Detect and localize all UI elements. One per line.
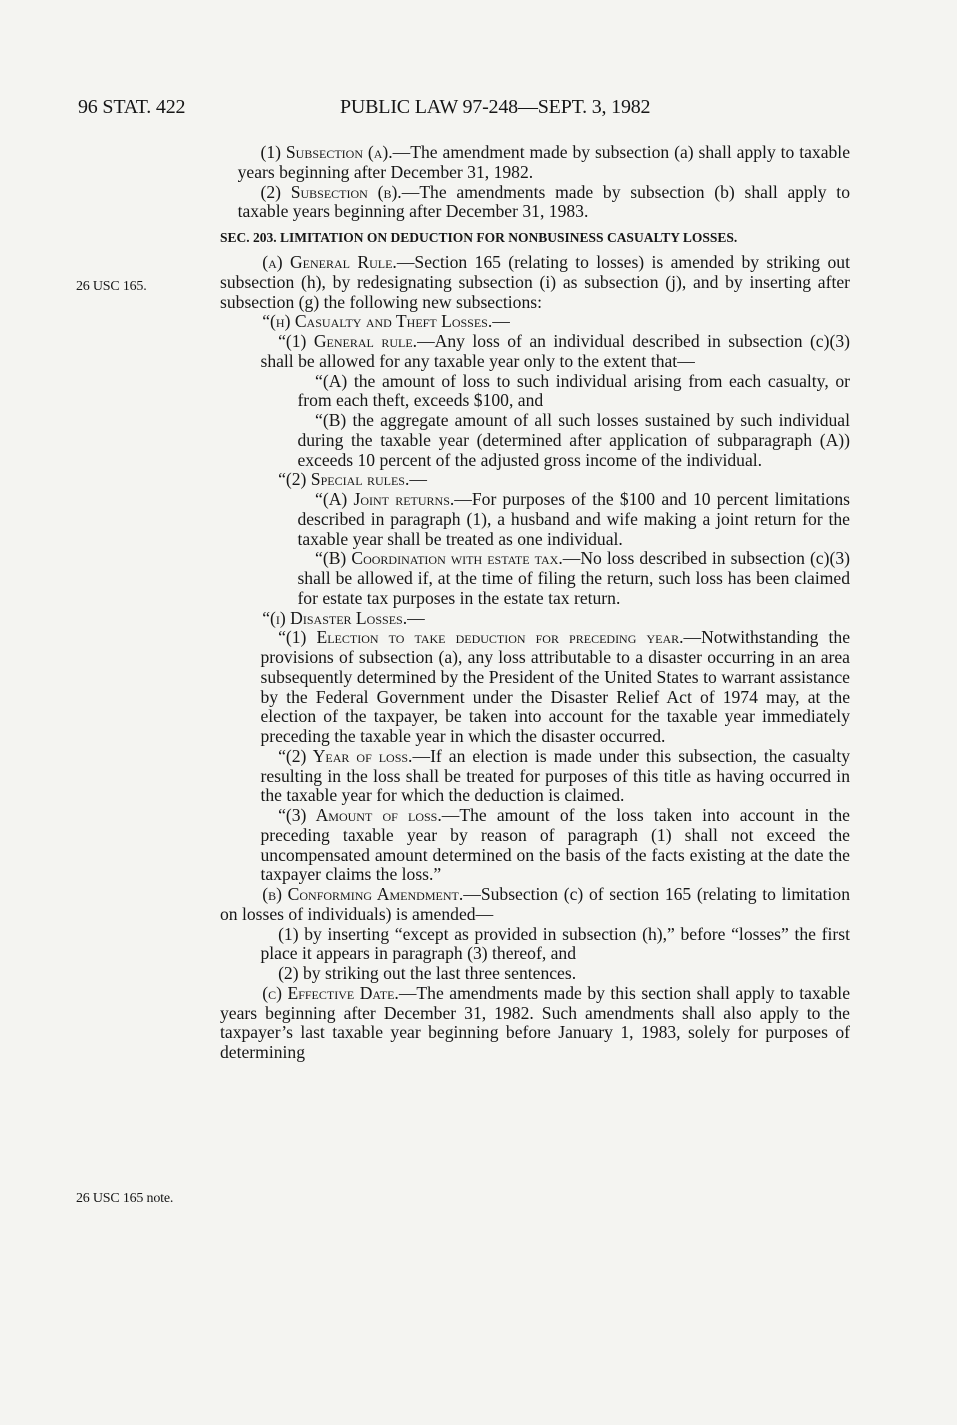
subsection-c: (c) Effective Date.—The amendments made by this section shall apply to taxable years beginning after December 31, 1982. Such amendments shall also apply to the taxpayer’s last taxable year beginning before January 1, 1983, solely for purposes of determining — [220, 982, 851, 1062]
section-heading: SEC. 203. LIMITATION ON DEDUCTION FOR NONBUSINESS CASUALTY LOSSES. — [220, 230, 738, 245]
subparagraph-h2b: “(B) Coordination with estate tax.—No loss described in subsection (c)(3) shall be allowed if, at the time of filing the return, such loss has been claimed for estate tax purposes in the estate tax return. — [297, 548, 850, 608]
paragraph-1: (1) Subsection (a).—The amendment made by subsection (a) shall apply to taxable years beginning after December 31, 1982. — [237, 142, 850, 182]
paragraph-i1: “(1) Election to take deduction for preceding year.—Notwithstanding the provisions of subsection (a), any loss attributable to a disaster occurring in an area subsequently determined by the President of the United States to warrant assistance by the Federal Government under the Disaster Relief Act of 1974 may, at the election of the taxpayer, be taken into account for the taxable year immediately preceding the taxable year in which the disaster occurred. — [260, 627, 850, 746]
subparagraph-h1b: “(B) the aggregate amount of all such losses sustained by such individual during the taxable year (determined after application of subparagraph (A)) exceeds 10 percent of the adjusted gross income of the individual. — [297, 410, 850, 470]
subparagraph-h2a: “(A) Joint returns.—For purposes of the $100 and 10 percent limitations described in paragraph (1), a husband and wife making a joint return for the taxable year shall be treated as one individual. — [297, 489, 851, 549]
paragraph-i3: “(3) Amount of loss.—The amount of the loss taken into account in the preceding taxable year by reason of paragraph (1) shall not exceed the uncompensated amount determined on the basis of the facts existing at the date the taxpayer claims the loss.” — [260, 805, 850, 885]
margin-note-usc-165-note: 26 USC 165 note. — [76, 1191, 174, 1206]
subparagraph-h1a: “(A) the amount of loss to such individual arising from each casualty, or from each theft, exceeds $100, and — [297, 370, 850, 411]
document-body — [220, 143, 850, 1063]
subsection-a: (a) General Rule.—Section 165 (relating to losses) is amended by striking out subsection (h), by redesignating subsection (i) as subsection (j), and by inserting after subsection (g) the following new subsections: — [220, 252, 850, 312]
paragraph-2: (2) Subsection (b).—The amendments made by subsection (b) shall apply to taxable years beginning after December 31, 1983. — [237, 181, 850, 222]
paragraph-b1: (1) by inserting “except as provided in subsection (h),” before “losses” the first place it appears in paragraph (3) thereof, and — [260, 923, 850, 964]
paragraph-b2: (2) by striking out the last three sentences. — [278, 963, 577, 983]
statute-page-number: 96 STAT. 422 — [78, 96, 186, 118]
paragraph-i2: “(2) Year of loss.—If an election is made under this subsection, the casualty resulting in the loss shall be treated for purposes of this title as having occurred in the taxable year for which the deduction is claimed. — [260, 745, 851, 806]
page-header — [78, 96, 850, 122]
public-law-title: PUBLIC LAW 97-248—SEPT. 3, 1982 — [340, 96, 651, 118]
subsection-b: (b) Conforming Amendment.—Subsection (c) of section 165 (relating to limitation on losses of individuals) is amended— — [220, 884, 850, 924]
paragraph-h1: “(1) General rule.—Any loss of an individual described in subsection (c)(3) shall be allowed for any taxable year only to the extent that— — [260, 331, 850, 371]
subsection-i-heading: “(i) Disaster Losses.— — [262, 607, 425, 628]
paragraph-h2-heading: “(2) Special rules.— — [278, 469, 427, 490]
margin-note-usc-165: 26 USC 165. — [76, 279, 147, 294]
subsection-h-heading: “(h) Casualty and Theft Losses.— — [262, 311, 510, 332]
